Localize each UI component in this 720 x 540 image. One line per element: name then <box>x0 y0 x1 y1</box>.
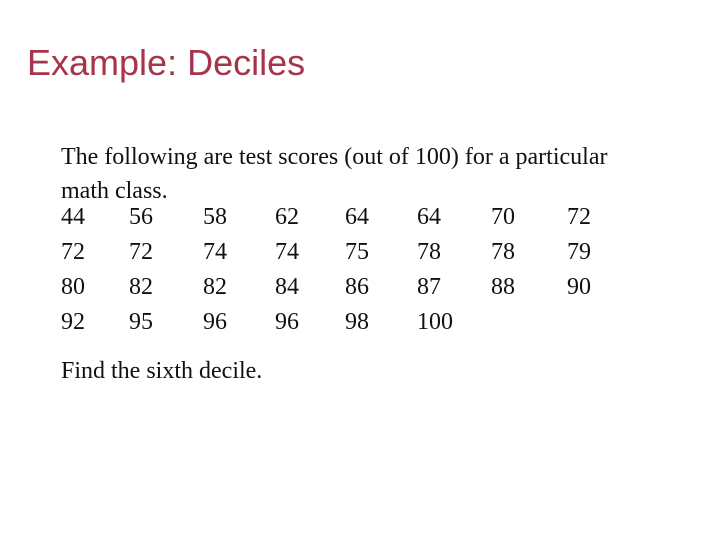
score-cell: 72 <box>61 239 85 265</box>
score-cell: 62 <box>275 204 299 230</box>
score-cell: 75 <box>345 239 369 265</box>
score-cell: 78 <box>417 239 441 265</box>
score-cell: 64 <box>345 204 369 230</box>
table-row <box>61 200 607 235</box>
table-row <box>61 305 607 340</box>
score-cell: 82 <box>129 274 153 300</box>
score-cell: 87 <box>417 274 441 300</box>
score-cell: 70 <box>491 204 515 230</box>
score-cell: 96 <box>275 309 299 335</box>
score-cell: 80 <box>61 274 85 300</box>
score-cell: 56 <box>129 204 153 230</box>
question-text: Find the sixth decile. <box>61 358 263 384</box>
score-cell: 100 <box>417 309 453 335</box>
score-cell: 86 <box>345 274 369 300</box>
table-row <box>61 270 607 305</box>
score-cell <box>567 305 607 340</box>
score-cell: 92 <box>61 309 85 335</box>
scores-table <box>61 200 607 340</box>
slide-title: Example: Deciles <box>27 42 306 83</box>
score-cell: 72 <box>567 204 591 230</box>
score-cell: 88 <box>491 274 515 300</box>
score-cell: 74 <box>203 239 227 265</box>
score-cell: 84 <box>275 274 299 300</box>
score-cell: 98 <box>345 309 369 335</box>
table-row <box>61 235 607 270</box>
score-cell: 82 <box>203 274 227 300</box>
score-cell: 74 <box>275 239 299 265</box>
score-cell: 64 <box>417 204 441 230</box>
score-cell: 72 <box>129 239 153 265</box>
score-cell <box>491 305 567 340</box>
score-cell: 96 <box>203 309 227 335</box>
score-cell: 44 <box>61 204 85 230</box>
score-cell: 78 <box>491 239 515 265</box>
score-cell: 95 <box>129 309 153 335</box>
score-cell: 79 <box>567 239 591 265</box>
score-cell: 90 <box>567 274 591 300</box>
score-cell: 58 <box>203 204 227 230</box>
intro-text: The following are test scores (out of 100) for a particular math class. <box>61 144 608 204</box>
